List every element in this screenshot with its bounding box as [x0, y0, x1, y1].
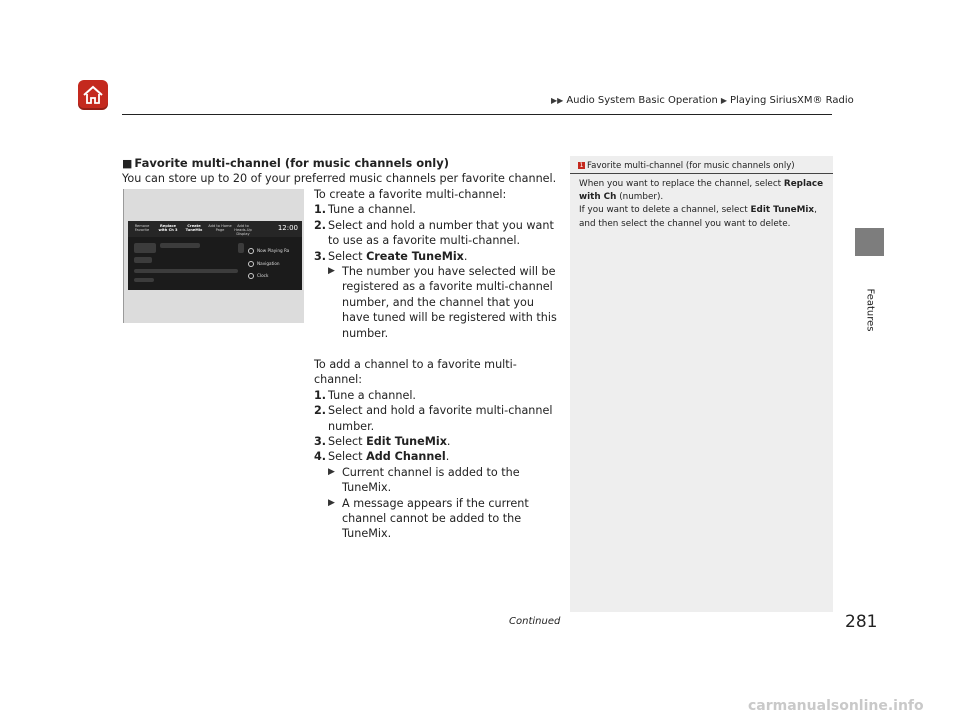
breadcrumb-item[interactable]: Playing SiriusXM® Radio	[729, 95, 854, 106]
header-divider	[122, 114, 832, 115]
screen-button: Replace with Ch 3	[158, 224, 178, 232]
result-arrow-icon: ▶	[328, 466, 335, 477]
breadcrumb	[548, 95, 854, 106]
clock-icon	[248, 273, 254, 279]
chevron-right-icon: ▶	[720, 96, 727, 105]
screen-menu-item: Now Playing Ra	[248, 248, 289, 254]
screen-menu-item: Clock	[248, 273, 268, 279]
note-title: 1 Favorite multi-channel (for music channels only)	[579, 161, 795, 171]
intro-text: You can store up to 20 of your preferred music channels per favorite channel.	[122, 172, 557, 186]
step-item: 3. Select Edit TuneMix.	[314, 435, 451, 449]
speaker-icon	[248, 248, 254, 254]
step-item: 2. Select and hold a favorite multi-channel number.	[314, 404, 553, 433]
section-title: ■ Favorite multi-channel (for music channels only)	[122, 156, 449, 170]
step-item: 1. Tune a channel.	[314, 203, 416, 217]
screen-illustration	[123, 189, 304, 323]
side-tab-marker[interactable]	[855, 228, 884, 256]
side-note	[570, 156, 833, 612]
step-result: ▶ Current channel is added to the TuneMix.	[328, 465, 520, 495]
note-link-icon: 1	[579, 162, 584, 169]
blurred-block	[134, 278, 154, 282]
note-divider	[570, 173, 833, 174]
step-item: 2. Select and hold a number that you want to use as a favorite multi-channel.	[314, 218, 554, 248]
blurred-block	[134, 257, 152, 263]
add-heading: To add a channel to a favorite multi-channel:	[314, 358, 517, 387]
blurred-block	[238, 243, 244, 253]
note-paragraph: When you want to replace the channel, select Replace with Ch (number).	[579, 179, 824, 203]
blurred-block	[134, 243, 156, 253]
main-section	[122, 156, 562, 187]
add-steps	[314, 357, 564, 542]
step-item: 1. Tune a channel.	[314, 388, 416, 402]
navigation-icon	[248, 261, 254, 267]
home-icon	[82, 85, 104, 105]
chevron-right-icon: ▶▶	[551, 96, 564, 105]
breadcrumb-item[interactable]: Audio System Basic Operation	[566, 95, 718, 106]
create-heading: To create a favorite multi-channel:	[314, 188, 507, 201]
watermark: carmanualsonline.info	[748, 698, 924, 714]
result-arrow-icon: ▶	[328, 497, 335, 508]
screen-button: Create TuneMix	[185, 224, 203, 232]
note-paragraph: If you want to delete a channel, select Edit TuneMix, and then select the channel you want to delete.	[579, 205, 817, 229]
create-steps	[314, 187, 564, 341]
home-button[interactable]	[78, 80, 108, 110]
blurred-block	[160, 243, 200, 248]
blurred-block	[134, 269, 238, 273]
screen-button: Remove Favorite	[134, 224, 150, 232]
step-result: ▶ The number you have selected will be registered as a favorite multi-channel number, and the channel that you have tuned will be registered with this number.	[328, 265, 557, 340]
square-bullet-icon: ■	[122, 157, 133, 170]
step-item: 4. Select Add Channel.	[314, 450, 450, 464]
page-number: 281	[845, 612, 878, 632]
continued-label: Continued	[509, 616, 561, 627]
step-result: ▶ A message appears if the current channel cannot be added to the TuneMix.	[328, 496, 529, 541]
note-body	[579, 178, 827, 231]
screen-clock: 12:00	[277, 224, 298, 232]
audio-screen	[128, 221, 302, 290]
screen-button: Add to Heads-Up Display	[234, 224, 252, 236]
screen-button: Add to Home Page	[208, 224, 232, 232]
result-arrow-icon: ▶	[328, 266, 335, 277]
screen-menu-item: Navigation	[248, 261, 280, 267]
side-tab-label: Features	[864, 288, 875, 332]
step-item: 3. Select Create TuneMix.	[314, 249, 468, 263]
screen-top-bar	[128, 221, 302, 237]
